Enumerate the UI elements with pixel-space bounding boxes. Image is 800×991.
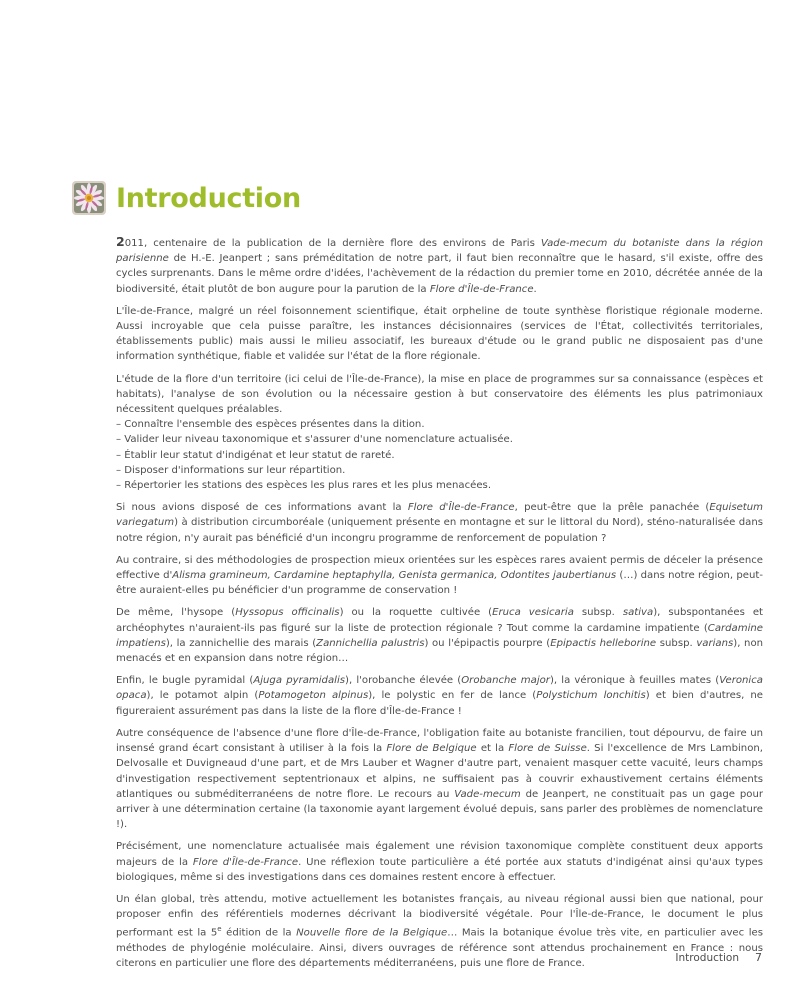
species-name: Polystichum lonchitis [536, 690, 646, 702]
species-name: Hyssopus officinalis [235, 607, 340, 619]
list-item: – Disposer d'informations sur leur répartition. [116, 464, 346, 476]
text: subsp. [656, 637, 697, 649]
text: Autre conséquence de l'absence d'une flore d'Île-de-France, l'obligation faite au botaniste francilien, tout dépourvu, de faire un insensé grand écart consistant à utiliser à la fois la [116, 727, 763, 755]
text: subsp. [573, 607, 623, 619]
text: Au contraire, si des méthodologies de prospection mieux orientées sur les espèces rares avaient permis de déceler la présence effective d' [116, 554, 763, 582]
text: de H.-E. Jeanpert ; sans préméditation de notre part, il faut bien reconnaître que le hasard, s'il existe, offre des cycles surprenants. Dans le même ordre d'idées, l'achèvement de la rédaction du premier tome en 2010, décrétée année de la biodiversité, était plutôt de bon augure pour la parution de la [116, 253, 763, 295]
text: Si nous avions disposé de ces informations avant la [116, 502, 408, 514]
list-item: – Établir leur statut d'indigénat et leur statut de rareté. [116, 449, 395, 461]
species-name: Veronica opaca [116, 675, 763, 702]
list-item: – Répertorier les stations des espèces les plus rares et les plus menacées. [116, 480, 492, 492]
list-item: – Valider leur niveau taxonomique et s'assurer d'une nomenclature actualisée. [116, 434, 513, 446]
species-name: Orobanche major [461, 675, 550, 687]
paragraph [116, 892, 763, 971]
text: De même, l'hysope ( [116, 607, 236, 619]
text: ), le potamot alpin ( [146, 690, 259, 702]
page-title: Introduction [116, 182, 301, 214]
species-name: Equisetum variegatum [116, 502, 763, 529]
species-name: Eruca vesicaria [492, 607, 574, 619]
text: . [533, 283, 537, 295]
text: (…) dans notre région, peut-être auraient-elles pu bénéficier d'un programme de conservation ! [116, 570, 763, 597]
paragraph: L'Île-de-France, malgré un réel foisonnement scientifique, était orpheline de toute synthèse floristique régionale moderne. Aussi incroyable que cela puisse paraître, les instances décisionnaires (services de l'État, collectivités territoriales, établissements public) mais aussi le milieu associatif, les bureaux d'étude ou le grand public ne disposaient pas d'une information synthétique, fiable et validée sur l'état de la flore régionale. [116, 305, 763, 363]
book-title: Flore d'Île-de-France [429, 283, 534, 295]
book-title: Flore d'Île-de-France [407, 502, 515, 514]
text: , peut-être que la prêle panachée ( [514, 502, 710, 514]
text: Précisément, une nomenclature actualisée mais également une révision taxonomique complète constituent deux apports majeurs de la [116, 841, 763, 868]
page-number: 7 [755, 951, 762, 964]
text: ), la zannichellie des marais ( [165, 637, 317, 649]
book-title: Flore de Suisse [508, 743, 587, 755]
section-heading [72, 181, 301, 215]
text: … Mais la botanique évolue très vite, en particulier avec les méthodes de phylogénie moléculaire. Ainsi, divers ouvrages de référence sont attendus prochainement en France : nous citerons en particulier une flore des départements méditerranéens, puis une flore de France. [116, 927, 763, 970]
prerequisite-list [116, 417, 763, 493]
body-text [116, 234, 763, 978]
page-footer [675, 951, 762, 964]
text: Enfin, le bugle pyramidal ( [116, 675, 254, 687]
text: de Jeanpert, ne constituait pas un gage pour arriver à une détermination certaine (la taxonomie ayant largement évolué depuis, sans parler des problèmes de nomenclature !). [116, 788, 764, 831]
species-name: Epipactis helleborine [550, 637, 657, 649]
list-item: – Connaître l'ensemble des espèces présentes dans la dition. [116, 419, 425, 431]
species-name: varians [696, 637, 734, 649]
superscript: e [217, 925, 222, 934]
footer-section-label: Introduction [675, 952, 739, 964]
paragraph [116, 500, 763, 546]
drop-cap: 2 [116, 234, 125, 249]
text: édition de la [221, 927, 297, 939]
book-title: Flore d'Île-de-France [192, 856, 299, 868]
paragraph [116, 553, 763, 599]
book-title: Flore de Belgique [386, 743, 477, 755]
paragraph [116, 673, 763, 719]
text: ), la véronique à feuilles mates ( [549, 675, 720, 687]
text: ), le polystic en fer de lance ( [368, 690, 537, 702]
text: ), subspontanées et archéophytes n'auraient-ils pas figuré sur la liste de protection régionale ? Tout comme la cardamine impatiente ( [116, 607, 763, 634]
text: ) ou la roquette cultivée ( [339, 607, 493, 619]
text: Un élan global, très attendu, motive actuellement les botanistes français, au niveau régional aussi bien que national, pour proposer enfin des référentiels modernes décrivant la biodiversité végétale. Pour l'Île-de-France, le document le plus performant est la 5 [116, 893, 763, 939]
species-name: Alisma gramineum, Cardamine heptaphylla, Genista germanica, Odontites jaubertianus [172, 570, 617, 582]
species-name: Potamogeton alpinus [258, 690, 369, 702]
species-name: Zannichellia palustris [316, 637, 425, 649]
text: ) ou l'épipactis pourpre ( [424, 637, 551, 649]
paragraph [116, 605, 763, 666]
text: . Si l'excellence de Mrs Lambinon, Delvosalle et Duvigneaud d'une part, et de Mrs Lauber et Wagner d'autre part, venaient masquer cette vacuité, leurs champs d'investigation respectivement septentrionaux et alpins, ne suffisaient pas à couvrir exhaustivement certains éléments atlantiques ou subméditerranéens de notre flore. Le recours au [116, 743, 763, 800]
text: ) à distribution circumboréale (uniquement présente en montagne et sur le littoral du Nord), sténo-naturalisée dans notre région, n'y aurait pas bénéficié d'un incongru programme de renforcement de population ? [116, 517, 763, 544]
paragraph: L'étude de la flore d'un territoire (ici celui de l'Île-de-France), la mise en place de programmes sur sa connaissance (espèces et habitats), l'analyse de son évolution ou la nécessaire gestion à but conservatoire des éléments les plus patrimoniaux nécessitent quelques préalables. [116, 373, 763, 416]
paragraph [116, 839, 763, 885]
species-name: Ajuga pyramidalis [253, 675, 346, 687]
paragraph [116, 726, 763, 832]
text: ), l'orobanche élevée ( [345, 675, 462, 687]
text: . Une réflexion toute particulière a été portée aux statuts d'indigénat ainsi qu'aux types biologiques, même si des investigations dans ces domaines restent encore à effectuer. [116, 856, 763, 883]
text: et la [476, 743, 509, 755]
species-name: sativa [622, 607, 654, 619]
book-title: Vade-mecum du botaniste dans la région parisienne [116, 238, 763, 265]
species-name: Cardamine impatiens [116, 622, 763, 649]
book-title: Vade-mecum [454, 788, 521, 800]
daisy-flower-icon [72, 181, 106, 215]
text: ), non menacés et en expansion dans notre région… [116, 637, 764, 665]
text: 011, centenaire de la publication de la dernière flore des environs de Paris [124, 238, 541, 249]
paragraph [116, 234, 763, 297]
text: ) et bien d'autres, ne figureraient assurément pas dans la liste de la flore d'Île-de-France ! [116, 690, 764, 717]
book-title: Nouvelle flore de la Belgique [296, 927, 448, 939]
